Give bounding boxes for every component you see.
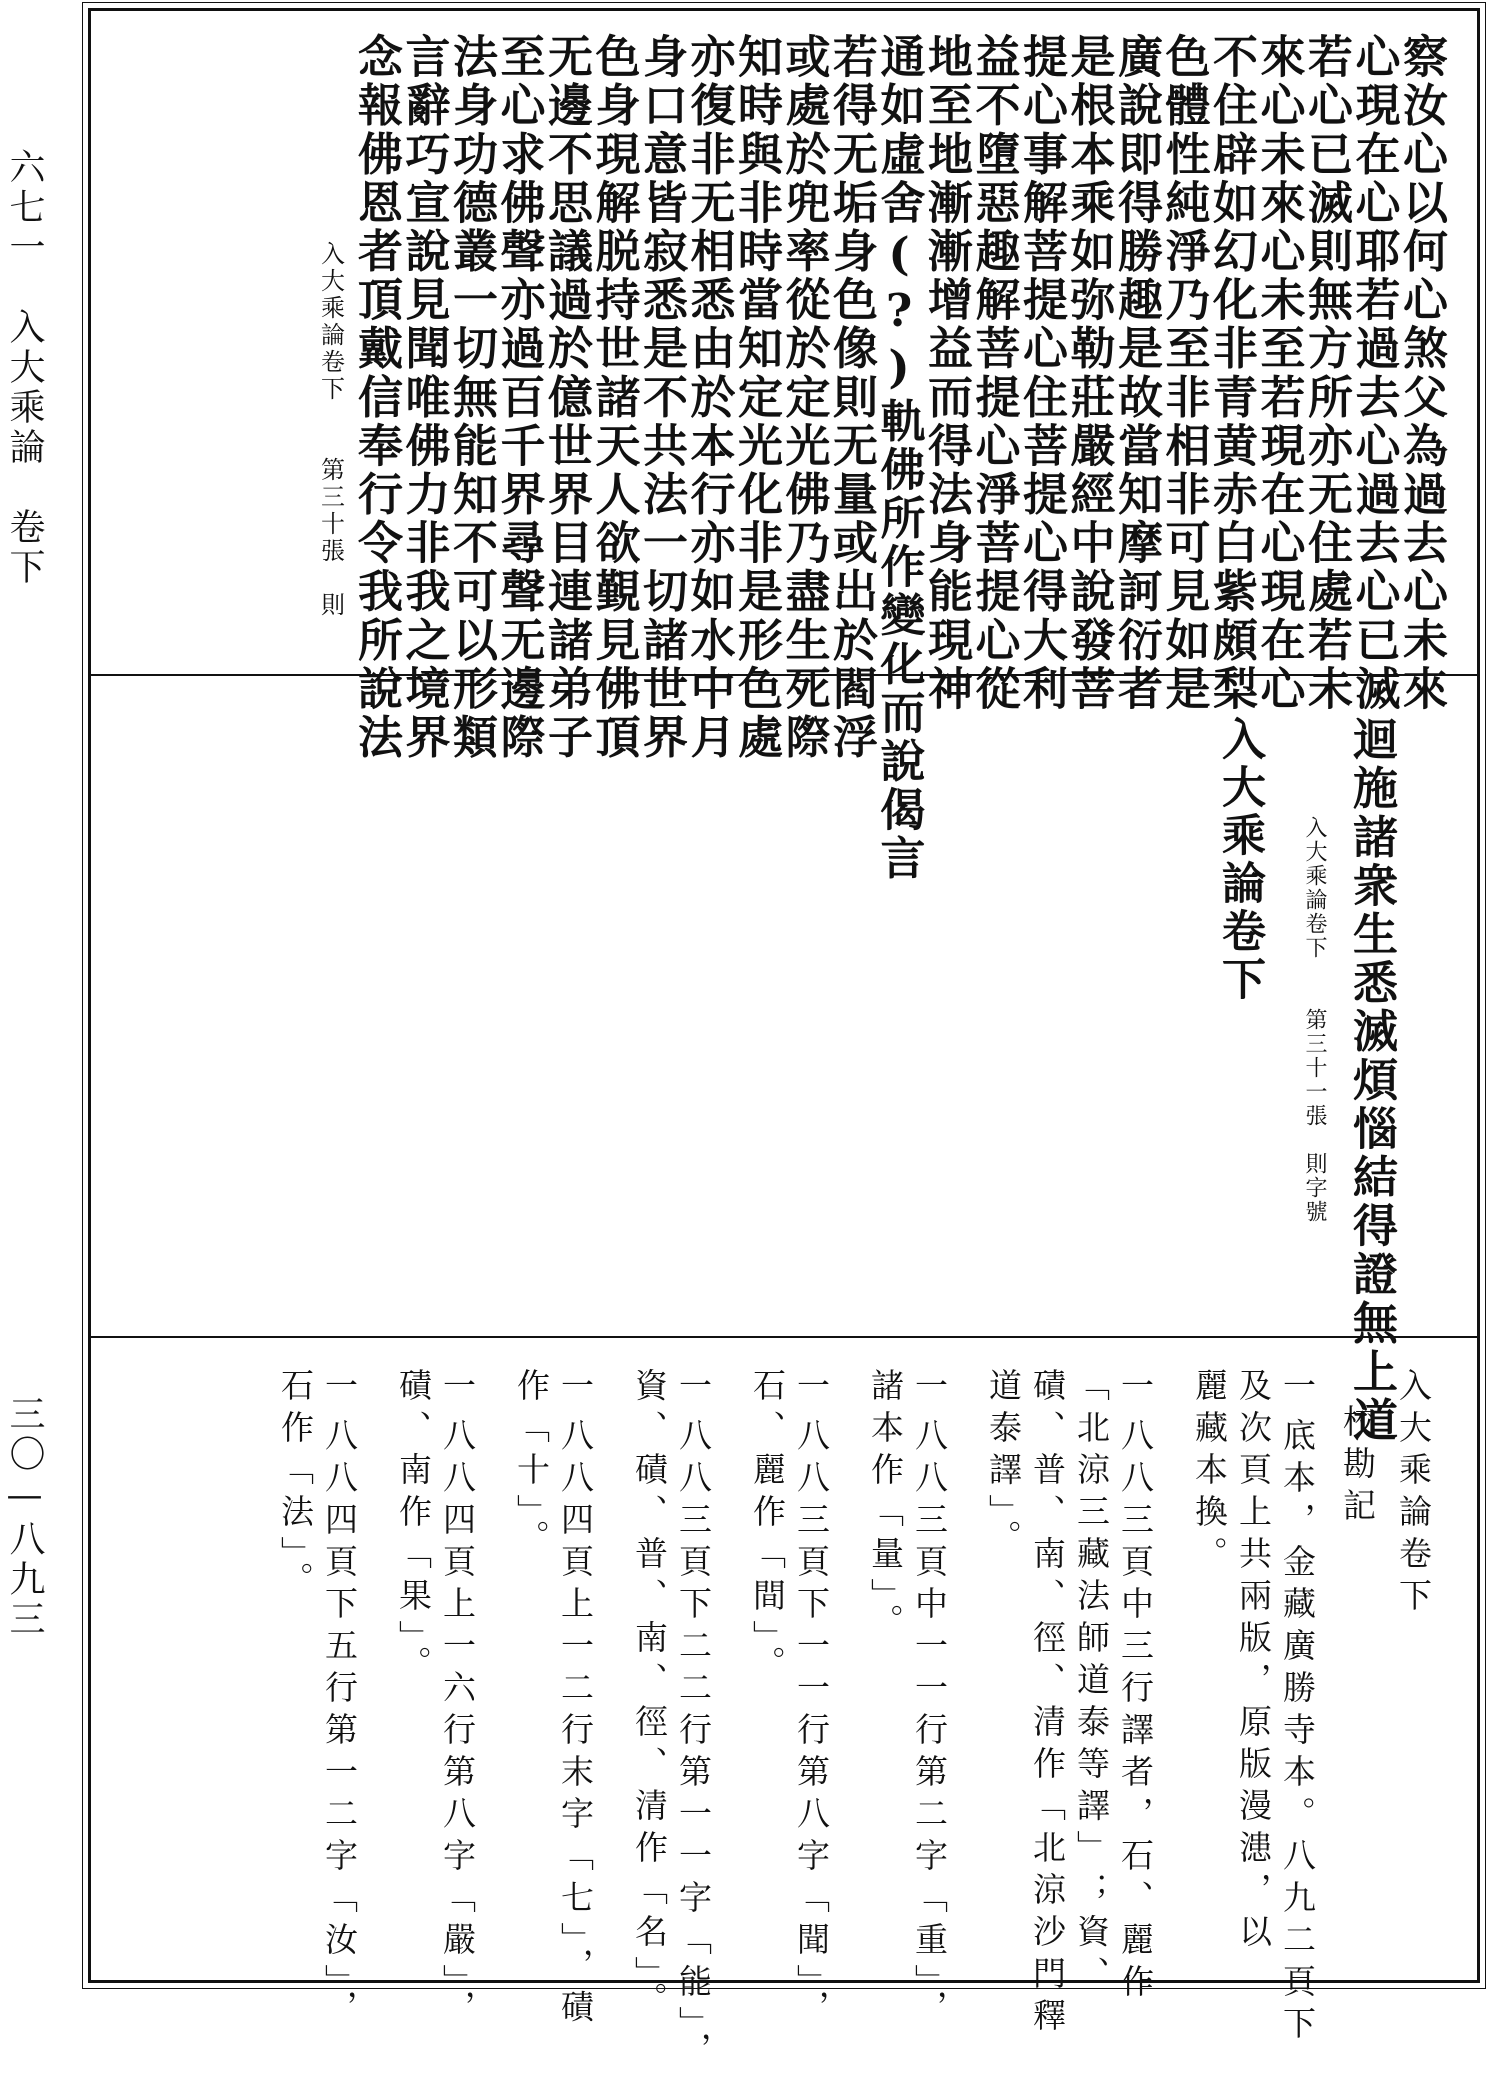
- note-line: 八八三頁中一一行第二字「重」，: [910, 1418, 949, 2032]
- note-line: 磧、普、南、徑、清作「北涼沙門釋: [1028, 1368, 1067, 2040]
- note-marker: 一: [556, 1368, 595, 1401]
- text-column: 廣說即得勝趣是故當知摩訶衍者: [1110, 33, 1163, 714]
- note-marker: 一: [1116, 1368, 1155, 1401]
- note-line: 八八四頁下五行第一二字「汝」，: [320, 1418, 359, 2032]
- text-column: 若得无垢身色像則无量或出於閻浮: [825, 33, 878, 762]
- note-line: 麗藏本換。: [1190, 1368, 1229, 1578]
- text-column: 无邊不思議過於億世界目連諸弟子: [540, 33, 593, 762]
- note-line: 八八四頁上一二行末字「七」，磧: [556, 1418, 595, 2032]
- note-marker: 一: [320, 1368, 359, 1401]
- text-column: 色體性純淨乃至非相非可見如是: [1157, 33, 1211, 714]
- note-line: 道泰譯」。: [984, 1368, 1023, 1562]
- note-line: 資、磧、普、南、徑、清作「名」。: [630, 1368, 669, 2024]
- page-trailer: 入大乘論卷下 第三十一張 則字號: [1302, 816, 1327, 1224]
- text-column: 提心事解菩提心住菩提心得大利: [1015, 33, 1068, 714]
- note-line: 八八四頁上一六行第八字「嚴」，: [438, 1418, 477, 2032]
- text-column: 通如虛舍(?)軌佛所作變化而說偈言: [872, 33, 926, 884]
- text-column: 不住辟如幻化非青黄赤白紫頗梨: [1205, 33, 1258, 714]
- notes-panel: [91, 1338, 1477, 2074]
- text-column: 是根本乘如弥勒莊嚴經中說發菩: [1062, 33, 1116, 714]
- text-column: 知時與非時當知定光化非是形色處: [730, 33, 783, 762]
- note-line: 八八三頁下一一行第八字「聞」，: [792, 1418, 831, 2032]
- end-title: 入大乘論卷下: [1214, 716, 1265, 1004]
- text-column: 來心未來心未至若現在心現在心: [1252, 33, 1306, 714]
- note-line: 八八三頁中三行譯者，石、麗作: [1116, 1418, 1155, 2006]
- margin-volume-title: 六七一 入大乘論 卷下: [4, 148, 45, 588]
- page-frame: [88, 8, 1480, 2074]
- text-column: 益不墮惡趣解菩提心淨菩提心從: [967, 33, 1021, 714]
- notes-header: 入大乘論卷下: [1394, 1368, 1433, 1620]
- text-column: 言辭巧宣說見聞唯佛力非我之境界: [397, 33, 451, 762]
- text-column: 地至地漸漸增益而得法身能現神: [920, 33, 973, 714]
- upper-panel: [91, 11, 1477, 884]
- page-trailer: 入大乘論卷下 第三十張 則: [316, 241, 345, 619]
- note-line: 八八三頁下二二行第一一字「能」，: [674, 1418, 713, 2074]
- note-marker: 一: [1278, 1368, 1317, 1401]
- note-marker: 一: [792, 1368, 831, 1401]
- note-line: 「北涼三藏法師道泰等譯」；資、: [1072, 1368, 1111, 1998]
- text-column: 迴施諸衆生悉滅煩惱結得證無上道: [1345, 716, 1398, 1445]
- note-marker: 一: [910, 1368, 949, 1401]
- text-column: 或處於兜率從於定光佛乃盡生死際: [777, 33, 831, 762]
- notes-subheader: 校勘記: [1338, 1404, 1377, 1530]
- text-column: 色身現解脱持世諸天人欲覲見佛頂: [587, 33, 641, 762]
- text-column: 若心已滅則無方所亦无住處若未: [1300, 33, 1353, 714]
- note-line: 作「十」。: [512, 1368, 551, 1562]
- note-line: 磧、南作「果」。: [394, 1368, 433, 1688]
- text-column: 亦復非无相悉由於本行亦如水中月: [682, 33, 736, 762]
- text-column: 身口意皆寂悉是不共法一切諸世界: [635, 33, 688, 762]
- middle-panel: [91, 676, 1477, 1445]
- note-marker: 一: [438, 1368, 477, 1401]
- note-marker: 一: [674, 1368, 713, 1401]
- note-line: 石作「法」。: [276, 1368, 315, 1604]
- note-line: 底本，金藏廣勝寺本。八九二頁下: [1278, 1418, 1317, 2048]
- text-column: 至心求佛聲亦過百千界尋聲无邊際: [492, 33, 546, 762]
- note-line: 石、麗作「間」。: [748, 1368, 787, 1688]
- text-column: 察汝心以何心煞父為過去心未來: [1395, 33, 1448, 714]
- text-column: 念報佛恩者頂戴信奉行令我所說法: [350, 33, 403, 762]
- text-column: 法身功德叢一切無能知不可以形類: [445, 33, 498, 762]
- note-line: 及次頁上共兩版，原版漫漶，以: [1234, 1368, 1273, 1956]
- text-column: 心現在心耶若過去心過去心已滅: [1347, 33, 1401, 714]
- margin-page-number: 三〇—八九三: [4, 1395, 45, 1640]
- note-line: 諸本作「量」。: [866, 1368, 905, 1646]
